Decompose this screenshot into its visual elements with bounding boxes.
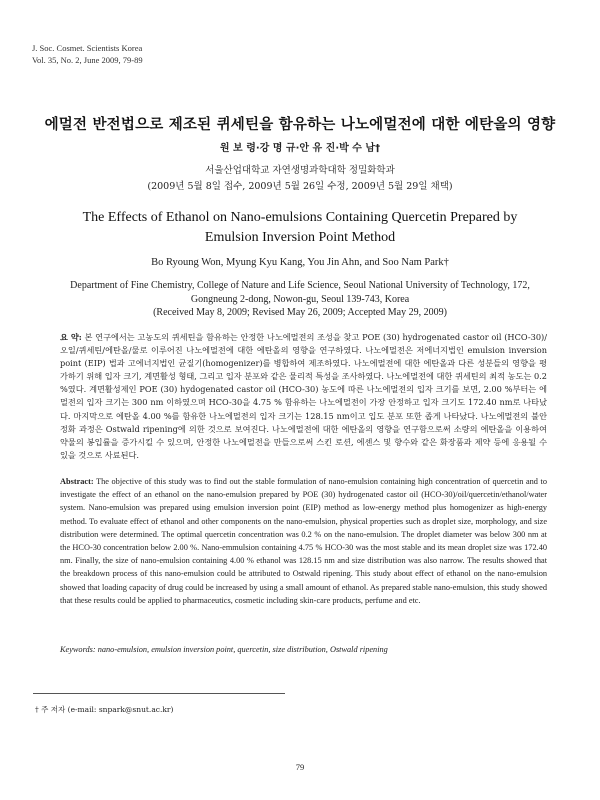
footnote-divider (33, 693, 285, 694)
english-title-line2: Emulsion Inversion Point Method (204, 230, 396, 245)
english-abstract (60, 475, 547, 607)
korean-affiliation-block (0, 163, 600, 195)
english-affiliation-line2: Gongneung 2-dong, Nowon-gu, Seoul 139-743, Korea (190, 293, 410, 305)
english-dates: (Received May 8, 2009; Revised May 26, 2009; Accepted May 29, 2009) (153, 307, 447, 318)
english-abstract-label: Abstract: (60, 477, 94, 486)
korean-affiliation: 서울산업대학교 자연생명과학대학 정밀화학과 (205, 165, 395, 176)
english-title-line1: The Effects of Ethanol on Nano-emulsions Containing Quercetin Prepared by (82, 210, 518, 225)
korean-authors: 원 보 령·강 명 규·안 유 진·박 수 남† (219, 143, 381, 154)
korean-dates: (2009년 5월 8일 접수, 2009년 5월 26일 수정, 2009년 5월 29일 채택) (147, 181, 453, 192)
keywords (60, 645, 547, 654)
journal-name: J. Soc. Cosmet. Scientists Korea (32, 43, 143, 53)
english-affiliation-line1: Department of Fine Chemistry, College of Nature and Life Science, Seoul National University of Technology, 172, (70, 280, 530, 291)
korean-abstract-text: 본 연구에서는 고농도의 퀴세틴을 함유하는 안정한 나노에멀전의 조성을 찾고 POE (30) hydrogenated castor oil (HCO-30)/오일/퀴세틴/에탄올/물로 이루어진 나노에멀전에 대한 에탄올의 영향을 연구하였다. 나노에멀전은 저에너지법인 emulsion inversion point (EIP) 법과 고에너지법인 균질기(homogenizer)를 병합하여 제조하였다. 나노에멀전에 대한 에탄올과 다른 성분들의 영향을 평가하기 위해 입자 크기, 계면활성 형태, 그리고 입자 분포와 같은 물리적 특성을 조사하였다. 나노에멀전에 대한 퀴세틴의 최적 농도는 0.2 %였다. 계면활성제인 POE (30) hydogenated castor oil (HCO-30) 농도에 따른 나노에멀전의 입자 크기를 보면, 2.00 %부터는 에멀전의 입자 크기는 300 nm 이하였으며 HCO-30을 4.75 % 함유하는 나노에멀전이 가장 안정하고 입자 크기도 172.40 nm로 나타났다. 마지막으로 에탄올 4.00 %를 함유한 나노에멀전의 입자 크기는 128.15 nm이고 입도 분포 또한 좁게 나타났다. 나노에멀전의 불안정화 과정은 Ostwald ripening에 의한 것으로 보여진다. 나노에멀전에 대한 에탄올의 영향을 연구함으로써 소량의 에탄올을 이용하여 약물의 봉입률을 증가시킬 수 있으며, 안정한 나노에멀전을 만들으로써 스킨 로션, 에센스 및 향수와 같은 화장품과 제약 등에 응용될 수 있을 것으로 사료된다. (60, 332, 547, 460)
journal-citation (32, 42, 143, 66)
footnote: † 주 저자 (e-mail: snpark@snut.ac.kr) (35, 705, 174, 714)
journal-volume: Vol. 35, No. 2, June 2009, 79-89 (32, 55, 143, 65)
page-number: 79 (295, 762, 305, 772)
english-authors: Bo Ryoung Won, Myung Kyu Kang, You Jin Ahn, and Soo Nam Park† (151, 257, 449, 268)
keywords-text: nano-emulsion, emulsion inversion point, quercetin, size distribution, Ostwald ripening (97, 645, 388, 654)
korean-abstract-label: 요 약: (60, 332, 82, 342)
english-abstract-text: The objective of this study was to find out the stable formulation of nano-emulsion containing high concentration of quercetin and to investigate the effect of an ethanol on the nano-emulsion prepared by POE (30) hydrogenated castor oil (HCO-30)/oil/quercetin/ethanol/water system. Nano-emulsion was prepared using emulsion inversion point (EIP) method as low-energy method plus homogenizer as high-energy method. To evaluate effect of ethanol and other components on the nano-emulsion, physical properties such as droplet size, morphology, and size distribution were determined. The optimal quercetin concentration was 0.2 % on the nano-emulsion. The droplet diameter was below 300 nm at the HCO-30 concentration below 2.00 %. Nano-emmulsion containing 4.75 % HCO-30 was the most stable and its mean droplet size was 172.40 nm. Finally, the size of nano-emulsion containing 4.00 % ethanol was 128.15 nm and size distribution was also narrow. The results showed that the breakdown process of this nano-emulsion could be attributed to Ostwald ripening. This study about effect of ethanol on the nano-emulsion showed that loading capacity of drug could be increased by using a small amount of ethanol. As prepared stable nano-emulsion, this study showed that these results could be applied to pharmaceutics, cosmetic including skin-care products, perfume and etc. (60, 477, 547, 605)
korean-title: 에멀전 반전법으로 제조된 퀴세틴을 함유하는 나노에멀전에 대한 에탄올의 영향 (44, 117, 556, 133)
english-affiliation-block (0, 279, 600, 320)
korean-abstract (60, 331, 547, 462)
keywords-label: Keywords: (60, 645, 96, 654)
english-title (0, 208, 600, 248)
